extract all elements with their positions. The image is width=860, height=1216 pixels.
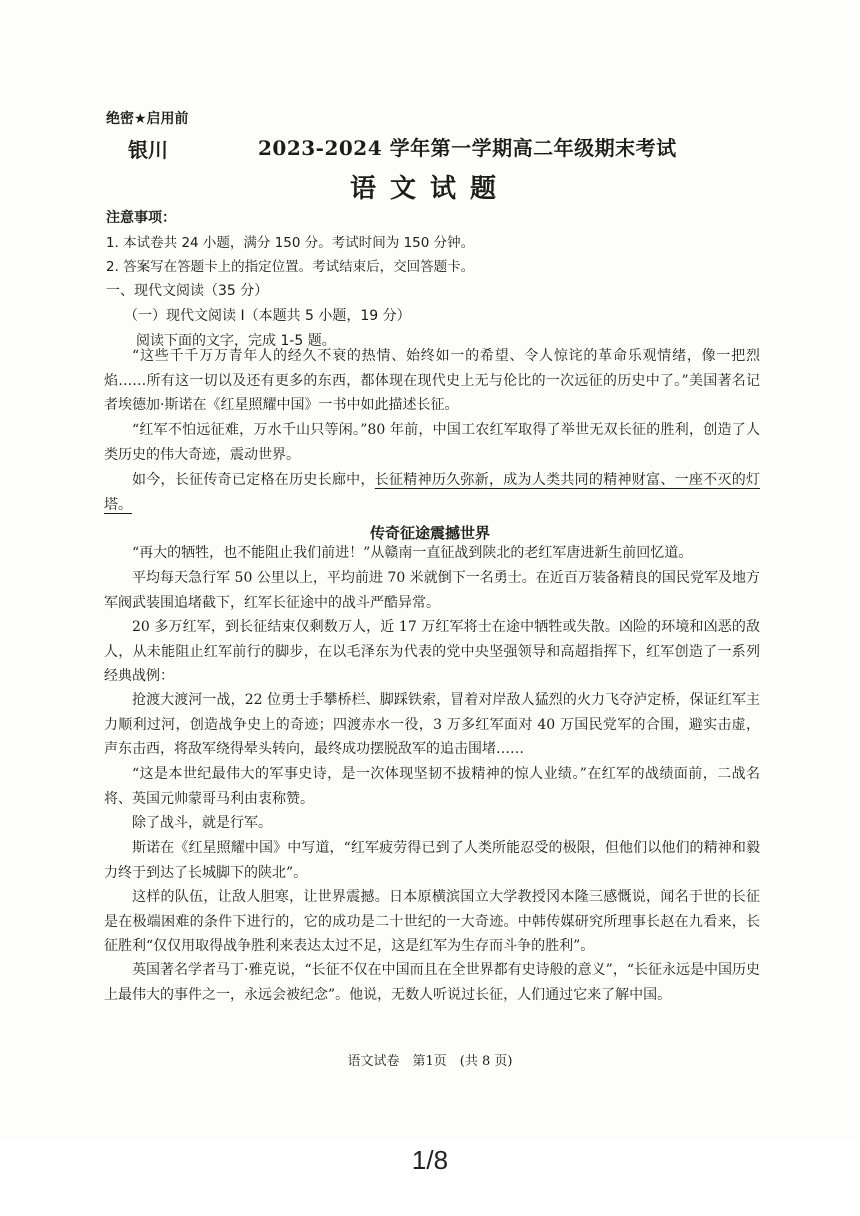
article-paragraph: 英国著名学者马丁·雅克说，“长征不仅在中国而且在全世界都有史诗般的意义”，“长征永远是中国历史上最伟大的事件之一，永远会被纪念”。他说，无数人听说过长征，人们通过它来了解中国。 [104, 962, 760, 1003]
article-paragraph: 抢渡大渡河一战，22 位勇士手攀桥栏、脚踩铁索，冒着对岸敌人猛烈的火力飞夺泸定桥，保证红军主力顺利过河，创造战争史上的奇迹；四渡赤水一役，3 万多红军面对 40 万国民党军的合围，避实击虚，声东击西，将敌军绕得晕头转向，最终成功摆脱敌军的追击围堵…… [104, 692, 760, 757]
article-paragraph: “再大的牺牲，也不能阻止我们前进！”从赣南一直征战到陕北的老红军唐进新生前回忆道。 [132, 545, 693, 561]
exam-title: 2023-2024 学年第一学期高二年级期末考试 [258, 136, 677, 160]
underlined-sentence: 长征精神历久弥新，成为人类共同的精神财富、一座不灭的灯塔。 [104, 472, 761, 513]
article-paragraph: 这样的队伍，让敌人胆寒，让世界震撼。日本原横滨国立大学教授冈本隆三感慨说，闻名于世的长征是在极端困难的条件下进行的，它的成功是二十世纪的一大奇迹。中韩传媒研究所理事长赵在九看来，长征胜利“仅仅用取得战争胜利来表达太过不足，这是红军为生存而斗争的胜利”。 [104, 889, 760, 954]
city-name: 银川 [128, 138, 168, 162]
highlight-paragraph [104, 468, 760, 517]
intro-paragraph: “红军不怕远征难，万水千山只等闲。”80 年前，中国工农红军取得了举世无双长征的胜利，创造了人类历史的伟大奇迹，震动世界。 [104, 422, 760, 463]
subject-title: 语文试题 [349, 174, 510, 204]
subsection-heading: （一）现代文阅读 I（本题共 5 小题，19 分） [124, 308, 411, 324]
confidential-label: 绝密★启用前 [106, 111, 189, 127]
article-paragraph: 斯诺在《红星照耀中国》中写道，“红军疲劳得已到了人类所能忍受的极限，但他们以他们的精神和毅力终于到达了长城脚下的陕北”。 [104, 840, 760, 881]
notice-item: 2. 答案写在答题卡上的指定位置。考试结束后，交回答题卡。 [106, 259, 475, 275]
paragraph-text: 如今，长征传奇已定格在历史长廊中， [132, 472, 375, 488]
notice-heading: 注意事项： [106, 210, 176, 226]
article-paragraph: 平均每天急行军 50 公里以上，平均前进 70 米就倒下一名勇士。在近百万装备精良的国民党军及地方军阀武装围追堵截下，红军长征途中的战斗严酷异常。 [104, 570, 760, 611]
article-title: 传奇征途震撼世界 [369, 524, 490, 542]
page-counter: 1/8 [411, 1145, 449, 1175]
intro-paragraph: “这些千千万万青年人的经久不衰的热情、始终如一的希望、令人惊诧的革命乐观情绪，像一把烈焰……所有这一切以及还有更多的东西，都体现在现代史上无与伦比的一次远征的历史中了。”美国著名记者埃德加·斯诺在《红星照耀中国》一书中如此描述长征。 [104, 348, 760, 413]
reading-instruction: 阅读下面的文字，完成 1-5 题。 [136, 333, 336, 349]
notice-item: 1. 本试卷共 24 小题，满分 150 分。考试时间为 150 分钟。 [106, 235, 475, 251]
article-paragraph: “这是本世纪最伟大的军事史诗，是一次体现坚韧不拔精神的惊人业绩。”在红军的战绩面前，二战名将、英国元帅蒙哥马利由衷称赞。 [104, 766, 760, 807]
article-paragraph: 20 多万红军，到长征结束仅剩数万人，近 17 万红军将士在途中牺牲或失散。凶险的环境和凶恶的敌人，从未能阻止红军前行的脚步，在以毛泽东为代表的党中央坚强领导和高超指挥下，红军创造了一系列经典战例： [104, 619, 760, 684]
page-footer: 语文试卷 第1页 (共 8 页) [347, 1054, 513, 1069]
article-paragraph: 除了战斗，就是行军。 [132, 815, 272, 831]
section-heading: 一、现代文阅读（35 分） [106, 283, 269, 299]
